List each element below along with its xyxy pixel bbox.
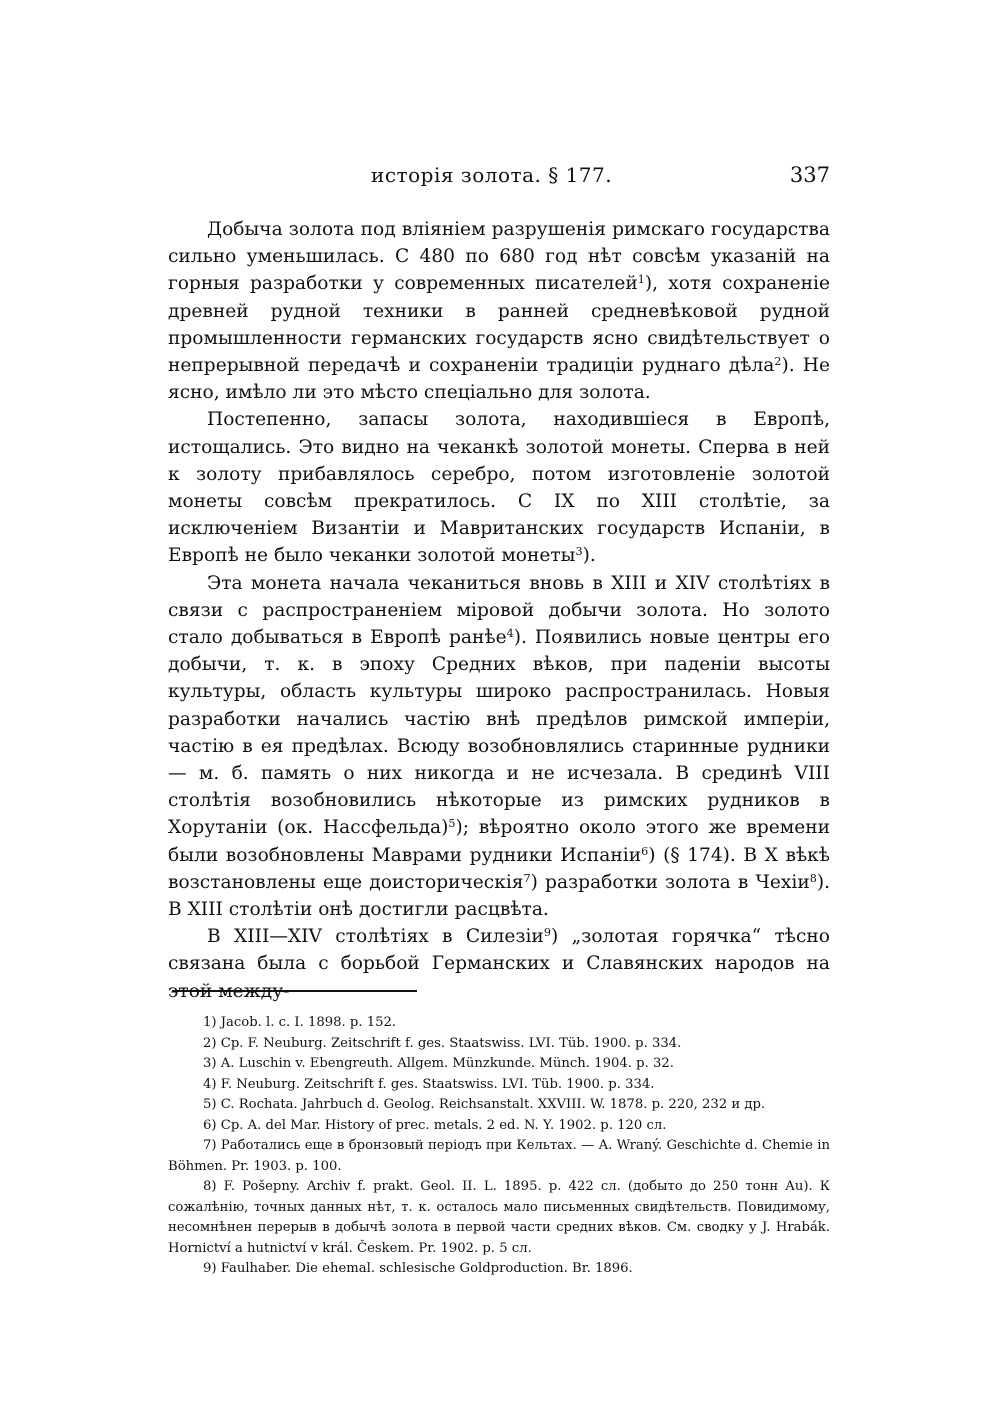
paragraph-text: В XIII—XIV столѣтіях в Силезіи (207, 926, 544, 948)
paragraph-text: ) (§ 174). В X вѣкѣ возстановлены еще доисторическія (168, 844, 830, 893)
paragraph-text: ). Появились новые центры его добычи, т. к. в эпоху Средних вѣков, при паденіи высоты культуры, область культуры широко распространилась. Новыя разработки начались частію внѣ предѣлов римской имперіи, частію в ея предѣлах. Всюду возобновлялись старинные рудники — м. б. память о них никогда и не исчезала. В срединѣ VIII столѣтія возобновились нѣкоторые из римских рудников в Хорутаніи (ок. Нассфельда) (168, 627, 830, 839)
footnote-separator (172, 990, 417, 992)
paragraph-text: ). (582, 545, 596, 567)
paragraph-text: Добыча золота под вліяніем разрушенія римскаго государства сильно уменьшилась. С 480 по 680 год нѣт совсѣм указаній на горныя разработки у современных писателей (168, 219, 830, 295)
page-number: 337 (789, 163, 830, 187)
body-paragraph (168, 216, 830, 406)
paragraph-text: ). Не ясно, имѣло ли это мѣсто спеціально для золота. (168, 355, 830, 404)
footnote: 8) F. Pošepny. Archiv f. prakt. Geol. II. L. 1895. p. 422 сл. (добыто до 250 тонн Au). К сожалѣнію, точных данных нѣт, т. к. осталось мало письменных свидѣтельств. Повидимому, несомнѣнен перерыв в добычѣ золота в первой части средних вѣков. См. сводку у J. Hrabák. Hornictví a hutnictví v král. Českem. Pr. 1902. p. 5 сл. (168, 1179, 830, 1256)
footnote-marker: 1 (637, 273, 645, 287)
footnote: 4) F. Neuburg. Zeitschrift f. ges. Staatswiss. LVI. Tüb. 1900. p. 334. (203, 1076, 655, 1092)
paragraph-text: ); вѣроятно около этого же времени были возобновлены Маврами рудники Испаніи (168, 817, 830, 866)
footnote-marker: 5 (448, 817, 456, 831)
body-text (168, 216, 830, 1005)
footnote: 9) Faulhaber. Die ehemal. schlesische Goldproduction. Br. 1896. (203, 1261, 633, 1276)
footnote: 1) Jacob. l. c. I. 1898. p. 152. (203, 1015, 397, 1030)
running-title: исторія золота. § 177. (371, 163, 613, 187)
body-paragraph (168, 570, 830, 924)
page-header (168, 163, 830, 197)
footnote: 7) Работались еще в бронзовый періодъ при Кельтах. — A. Wraný. Geschichte d. Chemie in Böhmen. Pr. 1903. p. 100. (168, 1138, 830, 1174)
footnote-marker: 8 (809, 871, 817, 885)
footnotes (168, 1013, 830, 1280)
footnote: 6) Cp. A. del Mar. History of prec. metals. 2 ed. N. Y. 1902. p. 120 сл. (203, 1117, 667, 1133)
paragraph-text: ), хотя сохраненіе древней рудной техники в ранней средневѣковой рудной промышленности германских государств ясно свидѣтельствует о непрерывной передачѣ и сохраненіи традиціи руднаго дѣла (168, 273, 830, 377)
footnote-marker: 3 (575, 545, 583, 559)
paragraph-text: ) разработки золота в Чехіи (530, 871, 810, 893)
footnote-marker: 6 (641, 844, 649, 858)
paragraph-text: Эта монета начала чеканиться вновь в XIII и XIV столѣтіях в связи с распространеніем міровой добычи золота. Но золото стало добываться в Европѣ ранѣе (168, 572, 830, 649)
footnote: 5) C. Rochata. Jahrbuch d. Geolog. Reichsanstalt. XXVIII. W. 1878. p. 220, 232 и др. (203, 1097, 766, 1112)
footnote-marker: 9 (543, 926, 551, 940)
paragraph-text: Постепенно, запасы золота, находившіеся в Европѣ, истощались. Это видно на чеканкѣ золотой монеты. Сперва в ней к золоту прибавлялось серебро, потом изготовленіе золотой монеты совсѣм прекратилось. С IX по XIII столѣтіе, за исключеніем Византіи и Мавританских государств Испаніи, в Европѣ не было чеканки золотой монеты (168, 409, 830, 567)
body-paragraph (168, 406, 830, 569)
footnote: 2) Cp. F. Neuburg. Zeitschrift f. ges. Staatswiss. LVI. Tüb. 1900. p. 334. (203, 1035, 682, 1051)
footnote: 3) A. Luschin v. Ebengreuth. Allgem. Münzkunde. Münch. 1904. p. 32. (203, 1056, 674, 1071)
paragraph-text: ). В XIII столѣтіи онѣ достигли расцвѣта. (168, 871, 831, 921)
footnote-marker: 7 (523, 871, 531, 885)
footnote-marker: 4 (506, 626, 514, 640)
body-paragraph (168, 923, 830, 1005)
paragraph-text: ) „золотая горячка“ тѣсно связана была с борьбой Германских и Славянских народов на этой между- (168, 926, 830, 1002)
footnote-marker: 2 (774, 354, 782, 368)
